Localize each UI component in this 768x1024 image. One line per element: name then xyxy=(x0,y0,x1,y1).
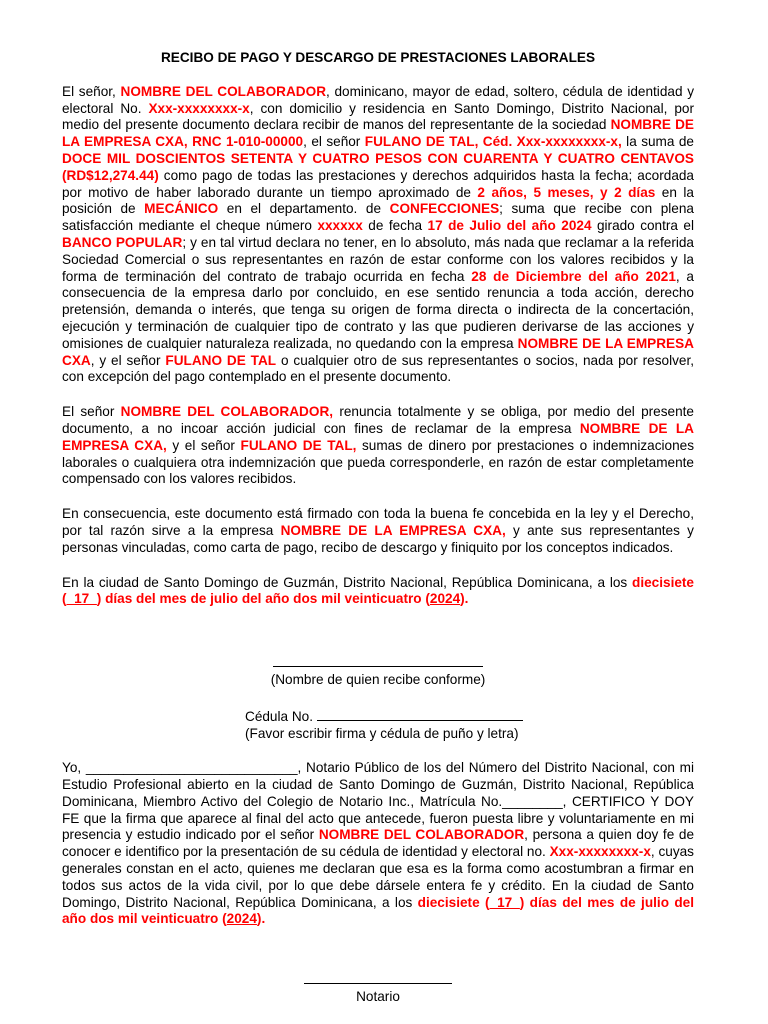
document-page xyxy=(62,50,694,1006)
highlighted-field: ). xyxy=(256,911,266,927)
highlighted-field: NOMBRE DEL COLABORADOR xyxy=(318,827,525,843)
highlighted-field: xxxxxx xyxy=(317,218,363,234)
body-text: En consecuencia, este documento está firmado con toda la buena fe concebida en la ley y el Derecho, por tal razón sirve a la empresa xyxy=(62,506,694,538)
body-text: Yo, ____________________________, Notario Público de los del Número del Distrito Nacional, con mi Estudio Profesional abierto en la ciudad de Santo Domingo de Guzmán, Distrito Nacional, República Dominicana, Miembro Activo del Colegio de Notario Inc., Matrícula No.________, CERTIFICO Y DOY FE que la firma que aparece al final del acto que antecede, fueron puesta libre y voluntariamente en mi presencia y estudio indicado por el señor xyxy=(62,760,694,843)
body-text: renuncia totalmente y se obliga, por medio del presente documento, a no incoar acción judicial con fines de reclamar de la empresa xyxy=(62,404,694,436)
highlighted-field: CONFECCIONES xyxy=(389,201,500,217)
cedula-label: Cédula No. xyxy=(245,708,314,724)
body-text: , dominicano, mayor de edad, soltero, cédula de identidad y electoral No. xyxy=(62,83,694,116)
recipient-caption: (Nombre de quien recibe conforme) xyxy=(270,671,486,687)
body-text: El señor, xyxy=(62,83,121,99)
highlighted-field: 2024 xyxy=(226,911,257,927)
highlighted-field: diecisiete ( xyxy=(417,894,490,910)
recipient-signature-line[interactable] xyxy=(273,652,483,667)
body-text: ; suma que recibe con plena satisfacción mediante el cheque número xyxy=(62,201,694,234)
highlighted-field: NOMBRE DE LA EMPRESA CXA, xyxy=(280,522,506,538)
body-text: El señor xyxy=(62,404,121,420)
highlighted-field: Xxx-xxxxxxxx-x xyxy=(549,844,651,860)
body-text: , cuyas generales constan en el acto, quienes me declaran que esa es la forma como acostumbran a firmar en todos sus actos de la vida civil, por lo que debe dársele entera fe y crédito. En la ciudad de Santo Domingo, Distrito Nacional, República Dominicana, a los xyxy=(62,844,694,910)
highlighted-field: Xxx-xxxxxxxx-x xyxy=(148,100,250,116)
body-text: y ante sus representantes y personas vinculadas, como carta de pago, recibo de descargo y finiquito por los conceptos indicados. xyxy=(62,522,694,555)
highlighted-field: 2 años, 5 meses, y 2 días xyxy=(477,184,656,200)
body-text: , y el señor xyxy=(90,352,166,368)
cedula-note: (Favor escribir firma y cédula de puño y letra) xyxy=(245,725,519,741)
notary-signature-block xyxy=(62,972,694,1006)
highlighted-field: DOCE MIL DOSCIENTOS SETENTA Y CUATRO PESOS CON CUARENTA Y CUATRO CENTAVOS (RD$12,274.44) xyxy=(62,150,694,183)
highlighted-field: NOMBRE DEL COLABORADOR, xyxy=(120,404,334,420)
cedula-line[interactable] xyxy=(317,707,523,721)
highlighted-field: _17_ xyxy=(489,894,520,910)
body-text: , persona a quien doy fe de conocer e identifico por la presentación de su cédula de identidad y electoral no. xyxy=(62,827,695,860)
document-title: RECIBO DE PAGO Y DESCARGO DE PRESTACIONES LABORALES xyxy=(160,50,596,65)
highlighted-field: NOMBRE DE LA EMPRESA CXA, RNC 1-010-00000 xyxy=(62,117,694,150)
body-text: , el señor xyxy=(303,134,365,150)
body-text: En la ciudad de Santo Domingo de Guzmán, Distrito Nacional, República Dominicana, a los xyxy=(62,574,633,590)
paragraph-place-date xyxy=(62,575,694,609)
highlighted-field: diecisiete ( xyxy=(62,574,694,607)
highlighted-field: 28 de Diciembre del año 2021 xyxy=(471,268,676,284)
paragraph-notary-certification xyxy=(62,760,694,928)
highlighted-field: NOMBRE DE LA EMPRESA CXA, xyxy=(62,420,695,453)
highlighted-field: FULANO DE TAL, xyxy=(240,437,357,453)
highlighted-field: ) días del mes de julio del año dos mil veinticuatro ( xyxy=(62,894,695,927)
highlighted-field: FULANO DE TAL, Céd. Xxx-xxxxxxxx-x, xyxy=(364,134,622,150)
highlighted-field: ). xyxy=(460,591,469,607)
highlighted-field: BANCO POPULAR xyxy=(62,234,183,250)
highlighted-field: FULANO DE TAL xyxy=(165,352,277,368)
highlighted-field: NOMBRE DE LA EMPRESA CXA xyxy=(62,335,694,368)
body-text: ; y en tal virtud declara no tener, en lo absoluto, más nada que reclamar a la referida Sociedad Comercial o sus representantes en razón de estar conforme con los valores recibidos y la forma de terminación del contrato de trabajo ocurrida en fecha xyxy=(62,234,694,284)
body-text: como pago de todas las prestaciones y derechos adquiridos hasta la fecha; acordada por motivo de haber laborado durante un tiempo aproximado de xyxy=(62,167,694,200)
body-text: en la posición de xyxy=(62,184,694,217)
highlighted-field: _17_ xyxy=(66,591,97,607)
highlighted-field: 2024 xyxy=(429,591,461,607)
body-text: en el departamento. de xyxy=(218,201,390,217)
body-text: la suma de xyxy=(621,134,694,150)
notary-caption: Notario xyxy=(356,989,400,1005)
highlighted-field: ) días del mes de julio del año dos mil veinticuatro ( xyxy=(96,591,430,607)
body-text: , a consecuencia de la empresa darlo por concluido, en ese sentido renuncia a toda acción, derecho pretensión, demanda o interés, que tenga su origen de forma directa o indirecta de la concertación, ejecución y terminación de cualquier tipo de contrato y las que pudieren derivarse de las acciones y omisiones de cualquier naturaleza realizada, no quedando con la empresa xyxy=(62,268,694,351)
cedula-block xyxy=(62,707,694,743)
paragraph-waiver xyxy=(62,404,694,488)
recipient-signature-block xyxy=(62,652,694,689)
body-text: sumas de dinero por prestaciones o indemnizaciones laborales o cualquiera otra indemnización que pueda corresponderle, en razón de estar completamente compensado con los valores recibidos. xyxy=(62,437,695,487)
notary-signature-line[interactable] xyxy=(304,973,452,984)
highlighted-field: NOMBRE DEL COLABORADOR xyxy=(120,83,327,99)
body-text: y el señor xyxy=(166,437,241,453)
body-text: de fecha xyxy=(362,218,428,234)
body-text: o cualquier otro de sus representantes o socios, nada por resolver, con excepción del pago contemplado en el presente documento. xyxy=(62,352,695,385)
highlighted-field: 17 de Julio del año 2024 xyxy=(427,218,592,234)
body-text: girado contra el xyxy=(591,218,694,234)
body-text: , con domicilio y residencia en Santo Domingo, Distrito Nacional, por medio del presente documento declara recibir de manos del representante de la sociedad xyxy=(62,100,694,133)
highlighted-field: MECÁNICO xyxy=(144,201,219,217)
paragraph-receipt xyxy=(62,84,694,386)
paragraph-consequence xyxy=(62,506,694,556)
